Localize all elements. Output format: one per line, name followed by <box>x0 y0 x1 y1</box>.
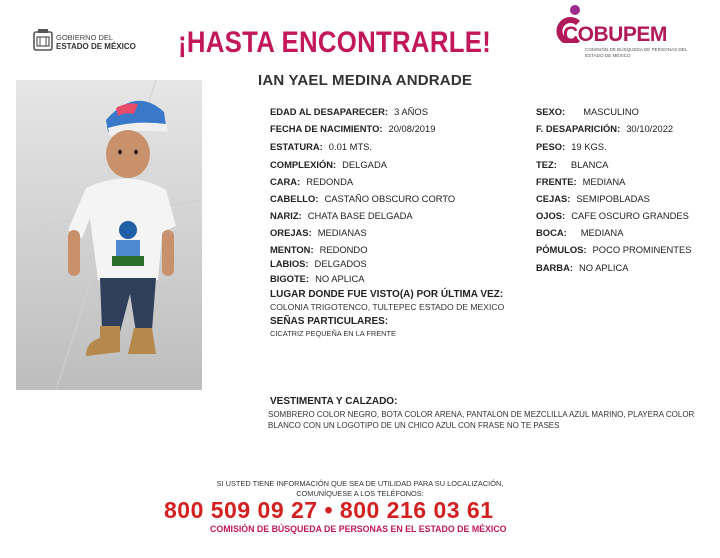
field-beard: BARBA: NO APLICA <box>536 262 629 273</box>
field-weight: PESO: 19 KGS. <box>536 141 607 152</box>
marks-value: CICATRIZ PEQUEÑA EN LA FRENTE <box>270 329 396 338</box>
field-eyes: OJOS: CAFE OSCURO GRANDES <box>536 210 689 221</box>
field-mustache: BIGOTE: NO APLICA <box>270 273 365 284</box>
field-build: COMPLEXIÓN: DELGADA <box>270 159 387 170</box>
field-age: EDAD AL DESAPARECER: 3 AÑOS <box>270 106 428 117</box>
phone-numbers: 800 509 09 27 • 800 216 03 61 <box>164 497 494 523</box>
gov-line-1: GOBIERNO DEL <box>56 33 114 42</box>
field-face: CARA: REDONDA <box>270 176 354 187</box>
field-sex: SEXO: MASCULINO <box>536 106 639 117</box>
marks-label: SEÑAS PARTICULARES: <box>270 316 389 327</box>
contact-info <box>200 479 520 499</box>
clothing-label: VESTIMENTA Y CALZADO: <box>270 396 398 407</box>
cobupem-logo <box>556 3 688 61</box>
field-eyebrows: CEJAS: SEMIPOBLADAS <box>536 193 650 204</box>
commission-name: COMISIÓN DE BÚSQUEDA DE PERSONAS EN EL ESTADO DE MÉXICO <box>210 524 507 534</box>
last-seen-value: COLONIA TRIGOTENCO, TULTEPEC ESTADO DE MEXICO <box>270 302 505 312</box>
missing-person-photo <box>16 80 202 390</box>
field-mouth: BOCA: MEDIANA <box>536 227 624 238</box>
field-ears: OREJAS: MEDIANAS <box>270 227 367 238</box>
field-chin: MENTON: REDONDO <box>270 244 368 255</box>
gov-line-2: ESTADO DE MÉXICO <box>56 42 136 51</box>
field-forehead: FRENTE: MEDIANA <box>536 176 626 187</box>
page-title: ¡HASTA ENCONTRARLE! <box>178 26 492 59</box>
last-seen-label: LUGAR DONDE FUE VISTO(A) POR ÚLTIMA VEZ: <box>270 289 504 300</box>
clothing-value: SOMBRERO COLOR NEGRO, BOTA COLOR ARENA, PANTALON DE MEZCLILLA AZUL MARINO, PLAYERA COLOR BLANCO CON UN LOGOTIPO DE UN CHICO AZUL CON FRASE NO TE PASES <box>268 410 695 430</box>
field-lips: LABIOS: DELGADOS <box>270 258 367 269</box>
gobierno-logo <box>32 26 152 60</box>
field-height: ESTATURA: 0.01 MTS. <box>270 141 373 152</box>
field-birthdate: FECHA DE NACIMIENTO: 20/08/2019 <box>270 123 436 134</box>
agency-subtitle: COMISIÓN DE BÚSQUEDA DE PERSONAS DEL ESTADO DE MÉXICO <box>585 47 688 58</box>
info-line-1: SI USTED TIENE INFORMACIÓN QUE SEA DE UTILIDAD PARA SU LOCALIZACIÓN, <box>216 479 504 488</box>
person-name: IAN YAEL MEDINA ANDRADE <box>258 72 473 89</box>
field-hair: CABELLO: CASTAÑO OBSCURO CORTO <box>270 193 456 204</box>
field-complexion: TEZ: BLANCA <box>536 159 609 170</box>
agency-name: COBUPEM <box>563 23 667 46</box>
field-nose: NARIZ: CHATA BASE DELGADA <box>270 210 413 221</box>
child-photo-icon <box>16 80 202 390</box>
info-line-2: COMUNÍQUESE A LOS TELÉFONOS: <box>296 489 424 498</box>
state-seal-icon <box>32 28 54 54</box>
field-disappearance-date: F. DESAPARICIÓN: 30/10/2022 <box>536 123 674 134</box>
field-cheekbones: PÓMULOS: POCO PROMINENTES <box>536 244 692 255</box>
